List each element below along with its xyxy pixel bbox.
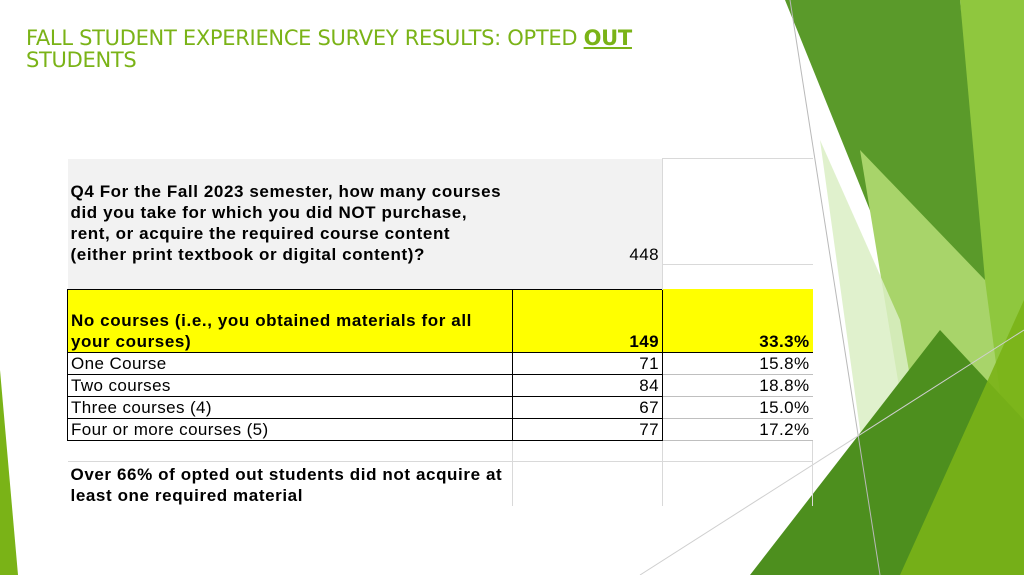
table-row [68, 396, 813, 418]
deco-shard-left [0, 370, 18, 575]
table-row [68, 418, 813, 440]
summary-text: Over 66% of opted out students did not acquire at least one required material [68, 461, 513, 506]
row-percent: 18.8% [663, 374, 813, 396]
question-total: 448 [513, 159, 663, 265]
row-count: 77 [513, 418, 663, 440]
row-count: 149 [513, 289, 663, 352]
question-text: Q4 For the Fall 2023 semester, how many courses did you take for which you did NOT purchase, rent, or acquire the required course content (either print textbook or digital content)? [68, 159, 513, 265]
row-label: No courses (i.e., you obtained materials for all your courses) [68, 289, 513, 352]
row-count: 84 [513, 374, 663, 396]
row-percent: 15.8% [663, 352, 813, 374]
row-count: 67 [513, 396, 663, 418]
summary-row [68, 461, 813, 506]
row-label: Four or more courses (5) [68, 418, 513, 440]
row-percent: 15.0% [663, 396, 813, 418]
row-label: One Course [68, 352, 513, 374]
survey-table [67, 158, 813, 506]
spacer-row [68, 265, 813, 290]
row-percent: 17.2% [663, 418, 813, 440]
title-text: FALL STUDENT EXPERIENCE SURVEY RESULTS: OPTED [26, 26, 584, 50]
summary-empty-cell-2 [663, 461, 813, 506]
summary-empty-cell [513, 461, 663, 506]
question-row [68, 159, 813, 265]
table-row [68, 352, 813, 374]
row-count: 71 [513, 352, 663, 374]
table-row [68, 374, 813, 396]
title-text-line2: STUDENTS [26, 48, 137, 72]
row-label: Three courses (4) [68, 396, 513, 418]
row-label: Two courses [68, 374, 513, 396]
slide-title [26, 27, 786, 71]
title-emphasis: OUT [583, 26, 632, 50]
question-empty-cell [663, 159, 813, 265]
row-percent: 33.3% [663, 289, 813, 352]
spacer-row-bottom [68, 440, 813, 461]
table-row-highlight [68, 289, 813, 352]
